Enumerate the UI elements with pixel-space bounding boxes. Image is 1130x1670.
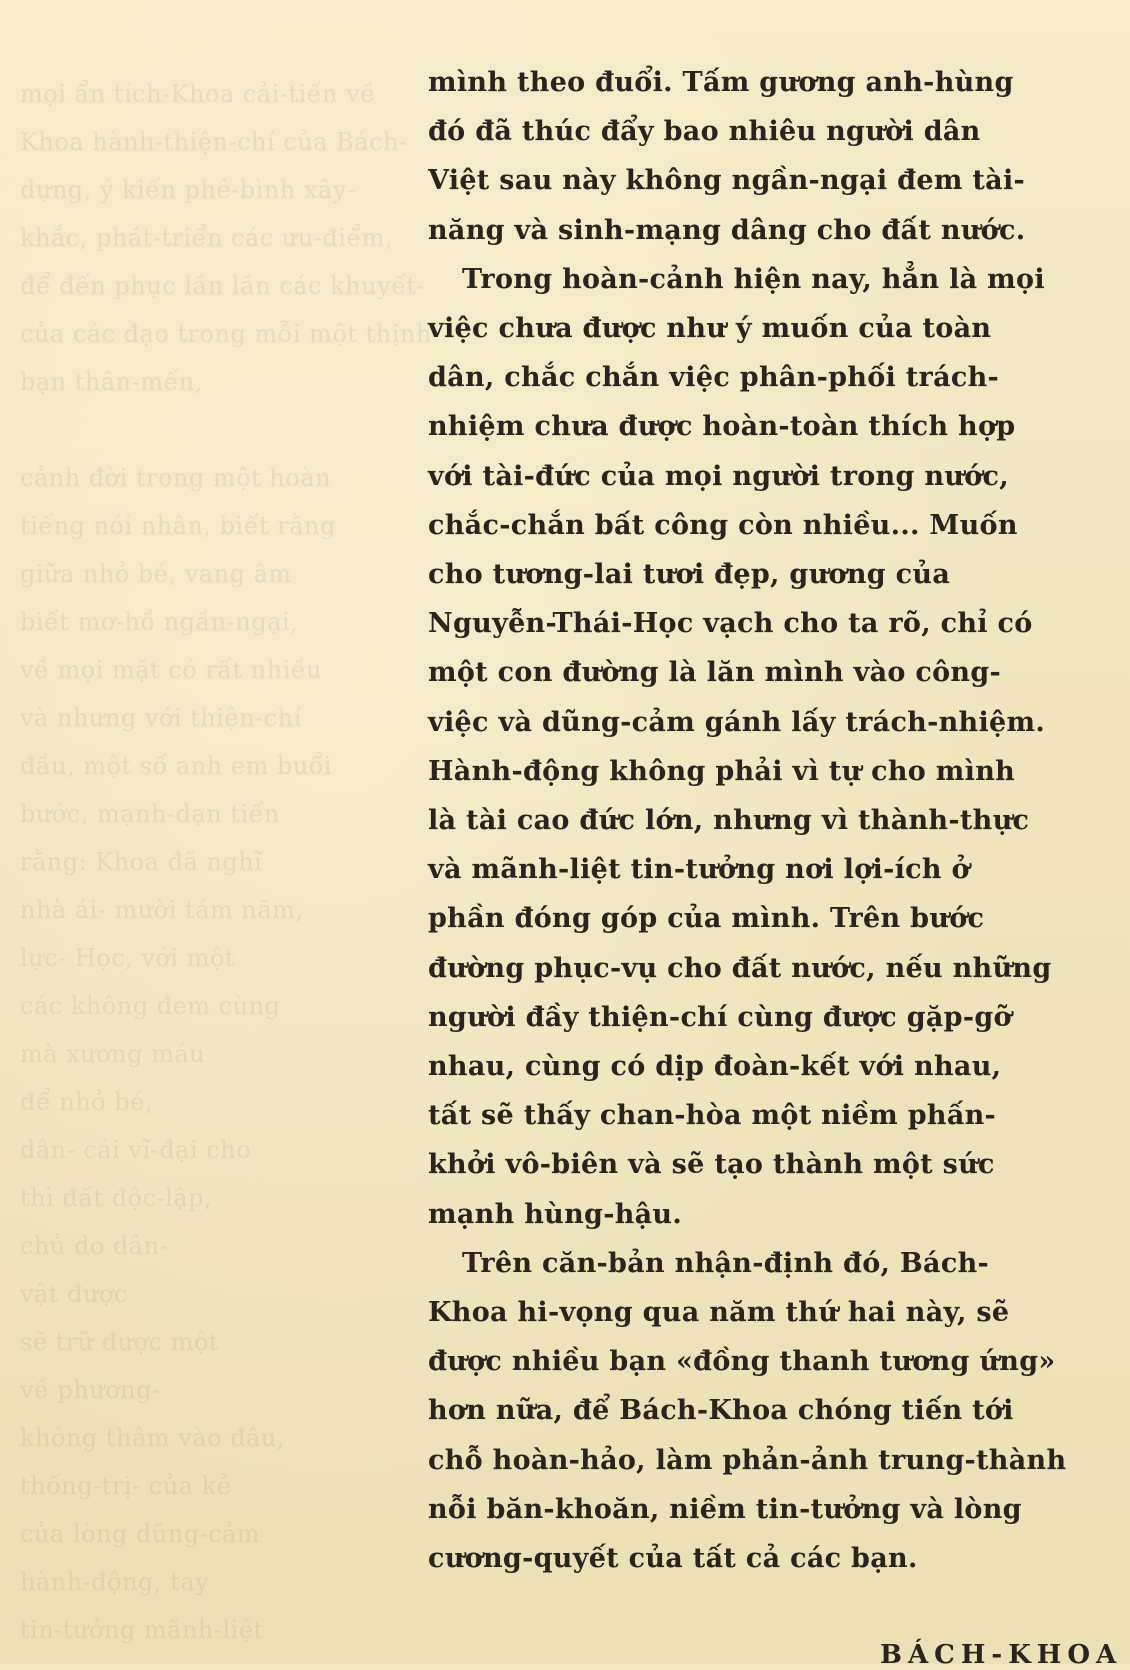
- text-line: và mãnh-liệt tin-tưởng nơi lợi-ích ở: [428, 854, 970, 886]
- show-through-text: mọi ẩn tích-Khoa cải-tiến về Khoa hành-thiện-chí của Bách- dựng, ý kiến phê-bình xây- khắc, phát-triển các ưu-điểm, để đến phục lần lần các khuyết- của các đạo trong mỗi một thịnh bạn thân-mến, cảnh đời trong một hoàn tiếng nói nhân, biết rằng giữa nhỏ bé, vang âm biết mơ-hồ ngần-ngại, về mọi mặt có rất nhiều và nhưng với thiện-chí đầu, một số anh em buổi bước, mạnh-dạn tiến rằng: Khoa đã nghĩ nhà ái- mười tám năm, lực- Học, với một các không đem cùng mà xương máu để nhỏ bé, dân- cái vĩ-đại cho thì đất độc-lập, chủ do dân- vật được sẽ trữ được một về phương- không thâm vào đâu, thống-trị- của kẻ của lòng dũng-cảm hành-động, tay tin-tưởng mãnh-liệt: [20, 80, 432, 1644]
- paragraph-1: [428, 58, 1084, 255]
- text-line: cho tương-lai tươi đẹp, gương của: [428, 559, 951, 591]
- text-line: dân, chắc chắn việc phân-phối trách-: [428, 362, 1000, 394]
- text-line: Việt sau này không ngần-ngại đem tài-: [428, 165, 1026, 197]
- text-line: phần đóng góp của mình. Trên bước: [428, 903, 985, 935]
- text-line: Hành-động không phải vì tự cho mình: [428, 755, 1016, 787]
- paragraph-2: [428, 255, 1084, 1239]
- text-line: mạnh hùng-hậu.: [428, 1198, 683, 1230]
- text-line: chỗ hoàn-hảo, làm phản-ảnh trung-thành: [428, 1444, 1067, 1476]
- paragraph-3: [428, 1239, 1084, 1583]
- text-line: được nhiều bạn «đồng thanh tương ứng»: [428, 1346, 1056, 1378]
- text-line: Trên căn-bản nhận-định đó, Bách-: [462, 1247, 990, 1279]
- text-line: mình theo đuổi. Tấm gương anh-hùng: [428, 67, 1014, 98]
- text-line: chắc-chắn bất công còn nhiều... Muốn: [428, 509, 1018, 541]
- text-line: nhiệm chưa được hoàn-toàn thích hợp: [428, 411, 1016, 443]
- signature: BÁCH-KHOA: [880, 1640, 1123, 1670]
- text-line: một con đường là lăn mình vào công-: [428, 657, 1002, 689]
- text-line: Nguyễn-Thái-Học vạch cho ta rõ, chỉ có: [428, 608, 1033, 640]
- text-line: nhau, cùng có dịp đoàn-kết với nhau,: [428, 1051, 1002, 1083]
- text-line: năng và sinh-mạng dâng cho đất nước.: [428, 214, 1026, 246]
- text-line: việc và dũng-cảm gánh lấy trách-nhiệm.: [428, 706, 1046, 738]
- text-line: người đầy thiện-chí cùng được gặp-gỡ: [428, 1001, 1012, 1033]
- text-line: tất sẽ thấy chan-hòa một niềm phấn-: [428, 1100, 997, 1132]
- text-line: hơn nữa, để Bách-Khoa chóng tiến tới: [428, 1395, 1014, 1427]
- text-line: Khoa hi-vọng qua năm thứ hai này, sẽ: [428, 1297, 1010, 1329]
- text-line: đường phục-vụ cho đất nước, nếu những: [428, 952, 1052, 984]
- main-text-column: [428, 58, 1084, 1583]
- text-line: cương-quyết của tất cả các bạn.: [428, 1543, 918, 1575]
- text-line: Trong hoàn-cảnh hiện nay, hẳn là mọi: [462, 263, 1045, 295]
- text-line: nỗi băn-khoăn, niềm tin-tưởng và lòng: [428, 1493, 1022, 1525]
- text-line: là tài cao đức lớn, nhưng vì thành-thực: [428, 805, 1030, 837]
- text-line: đó đã thúc đẩy bao nhiêu người dân: [428, 116, 981, 148]
- text-line: việc chưa được như ý muốn của toàn: [428, 313, 992, 345]
- text-line: khởi vô-biên và sẽ tạo thành một sức: [428, 1149, 995, 1181]
- text-line: với tài-đức của mọi người trong nước,: [428, 460, 1009, 492]
